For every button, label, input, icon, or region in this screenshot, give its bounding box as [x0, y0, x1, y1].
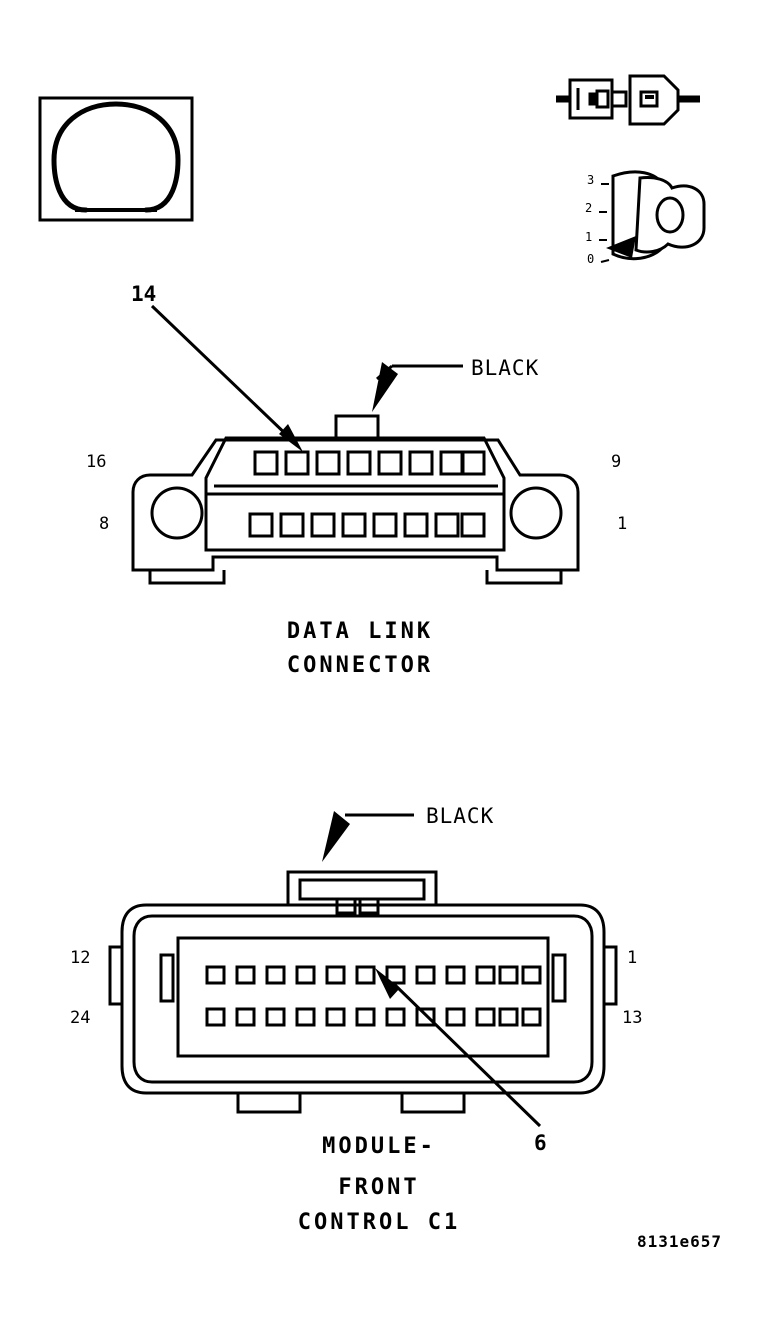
- rotary-position-2: 2: [585, 201, 593, 215]
- fcm-connector-body: [110, 872, 616, 1112]
- rotary-switch-icon: [599, 172, 704, 262]
- dlc-pin-top-left: 16: [86, 452, 107, 472]
- dlc-pin-bottom-right: 1: [617, 514, 628, 534]
- test-probe-icon: [556, 76, 700, 124]
- figure-id-label: 8131e657: [637, 1232, 723, 1251]
- dlc-callout-pin-14: 14: [131, 282, 157, 306]
- fcm-caption-line-1: MODULE-: [322, 1134, 436, 1159]
- dlc-cavity-row-bottom: [250, 514, 484, 536]
- dlc-wire-color-label: BLACK: [471, 356, 540, 380]
- fcm-caption-line-3: CONTROL C1: [297, 1210, 461, 1235]
- fcm-callout-pin-6: 6: [534, 1131, 547, 1155]
- fcm-pin6-leader: [375, 968, 540, 1126]
- fcm-caption-line-2: FRONT: [338, 1175, 420, 1200]
- fcm-cavity-row-top: [207, 967, 540, 983]
- dlc-caption-line-2: CONNECTOR: [286, 653, 434, 678]
- dlc-cavity-row-top: [255, 452, 484, 474]
- dlc-black-leader: [372, 362, 463, 412]
- fcm-wire-color-label: BLACK: [426, 804, 495, 828]
- fcm-pin-bottom-left: 24: [70, 1008, 91, 1028]
- data-link-connector-body: [133, 416, 578, 583]
- dlc-pin14-leader: [152, 306, 303, 452]
- dlc-caption-line-1: DATA LINK: [286, 619, 434, 644]
- fcm-pin-top-left: 12: [70, 948, 91, 968]
- fcm-black-leader: [322, 811, 414, 862]
- dlc-pin-top-right: 9: [611, 452, 622, 472]
- ohmmeter-icon: [40, 98, 192, 220]
- fcm-cavity-row-bottom: [207, 1009, 540, 1025]
- fcm-pin-bottom-right: 13: [622, 1008, 643, 1028]
- rotary-position-1: 1: [585, 230, 593, 244]
- rotary-position-3: 3: [587, 173, 595, 187]
- fcm-pin-top-right: 1: [627, 948, 638, 968]
- rotary-position-0: 0: [587, 252, 595, 266]
- dlc-pin-bottom-left: 8: [99, 514, 110, 534]
